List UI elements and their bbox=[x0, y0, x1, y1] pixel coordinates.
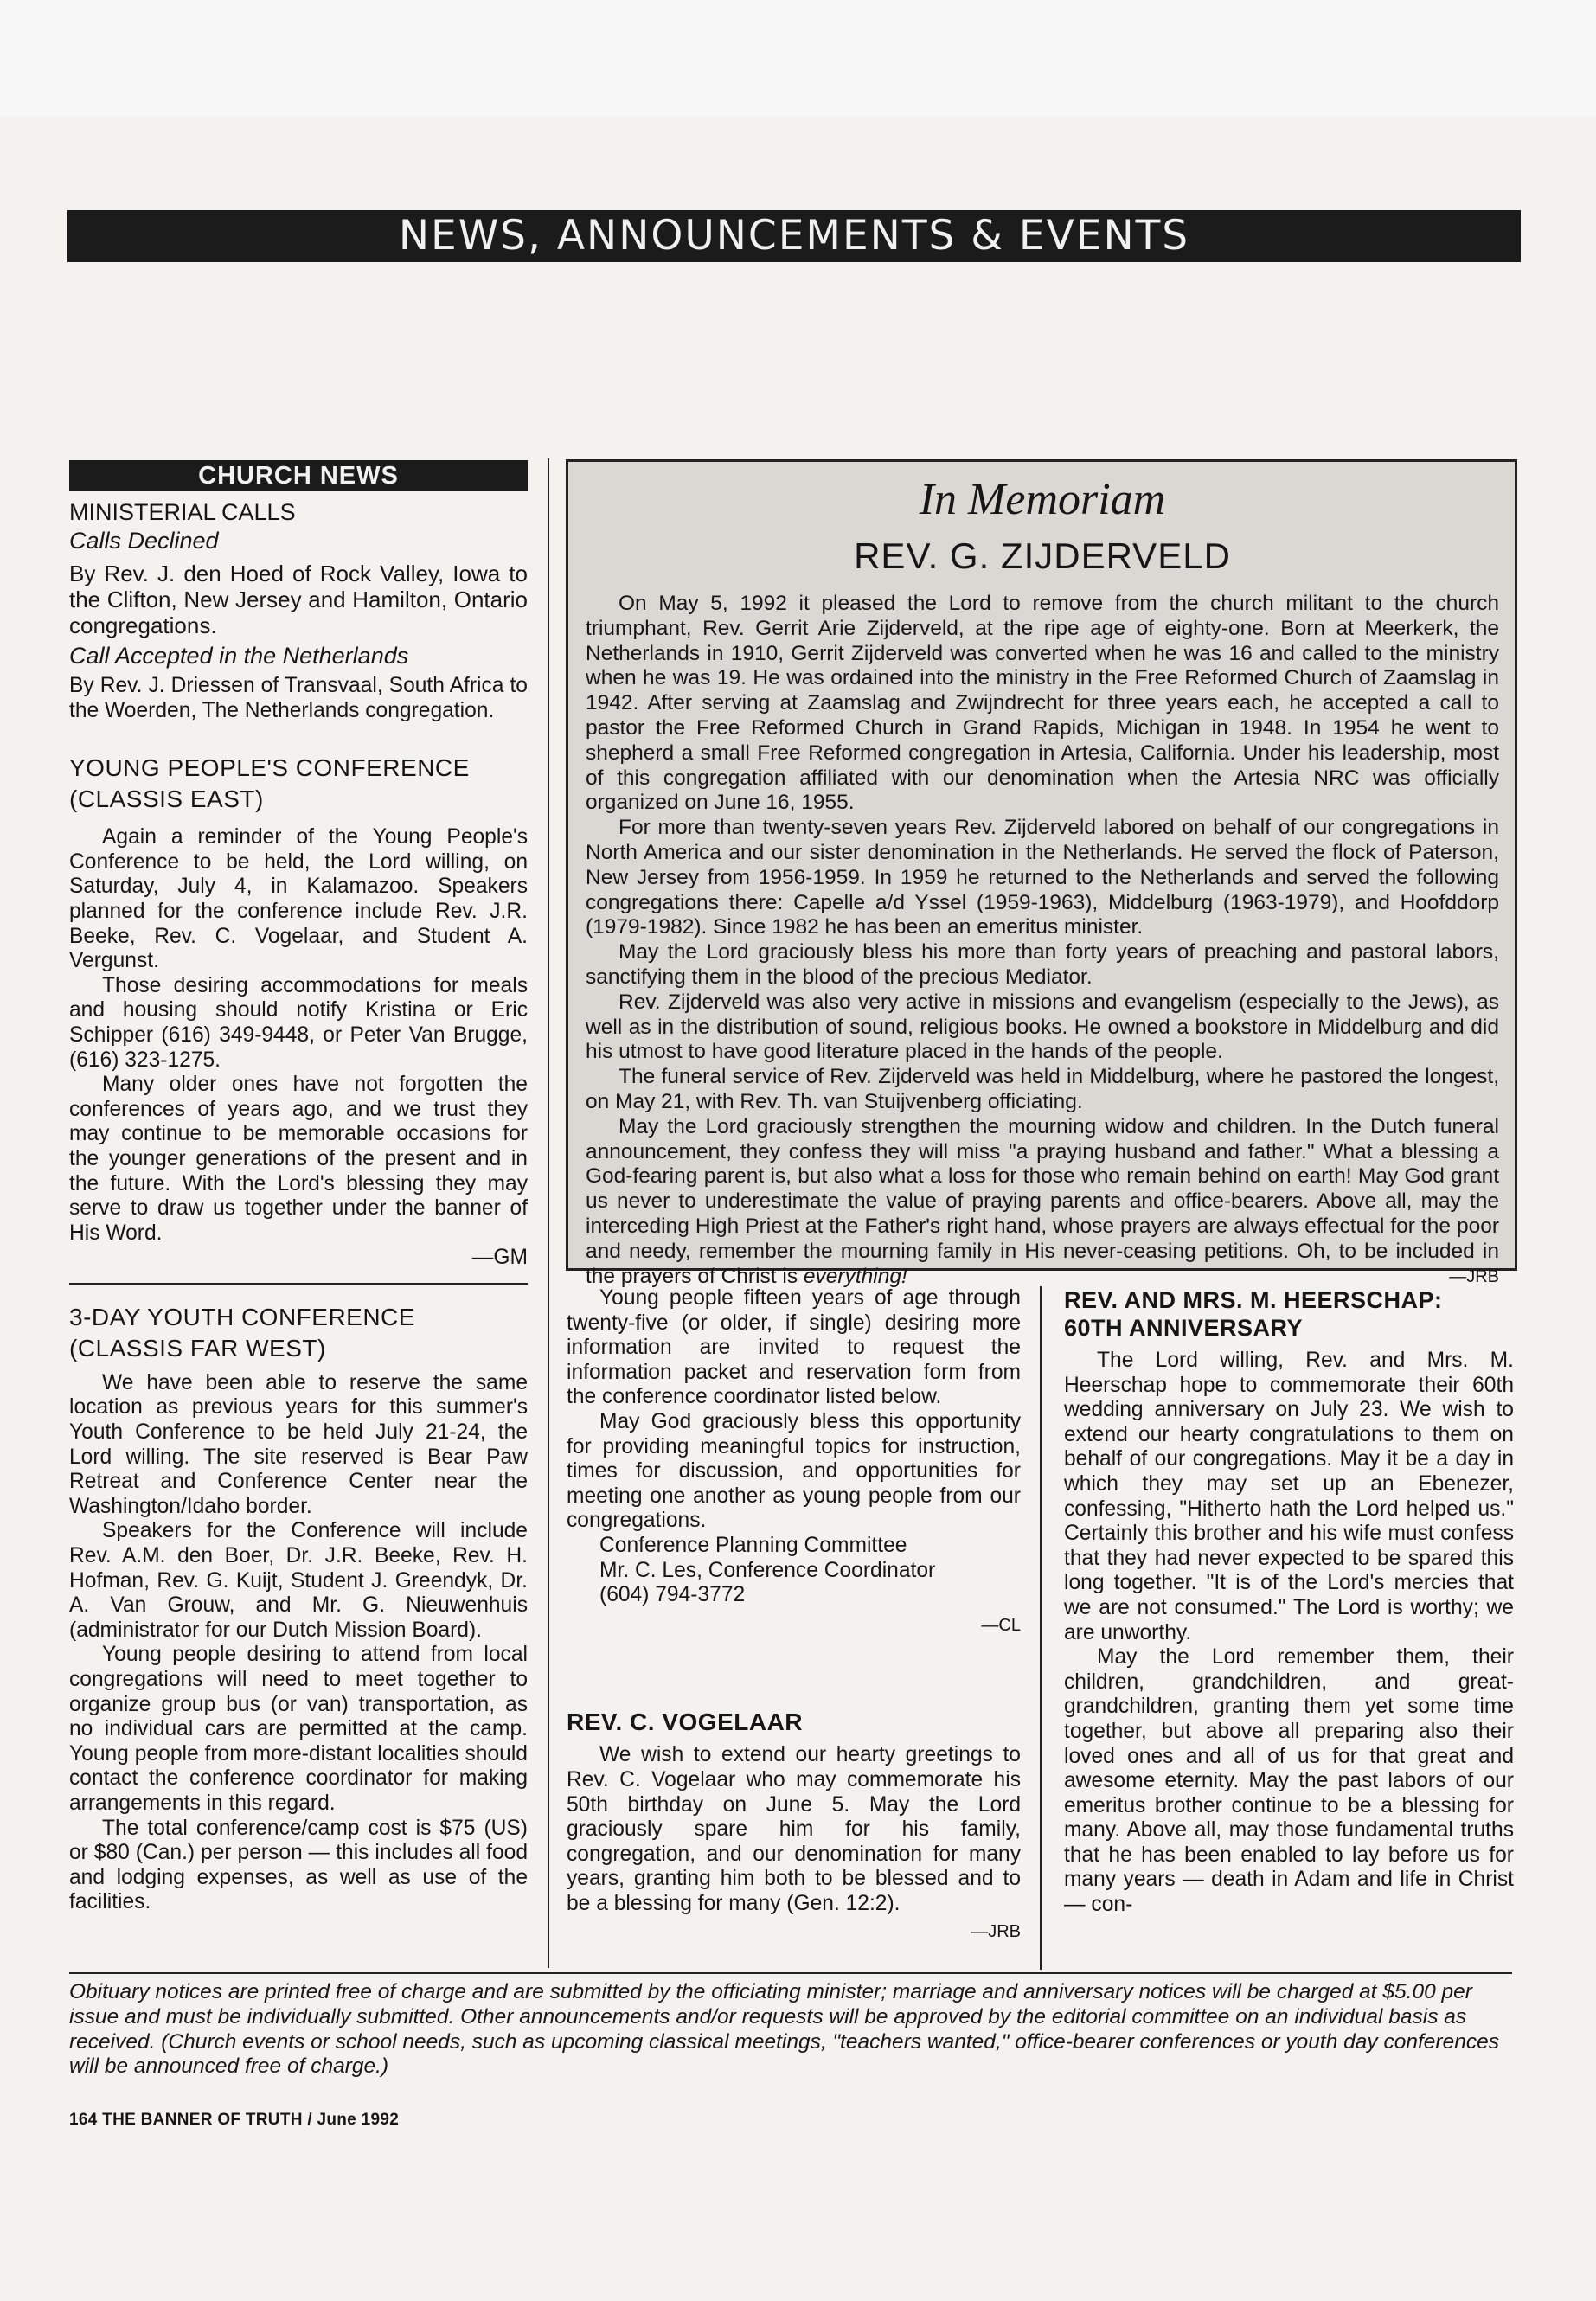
page-folio: 164 THE BANNER OF TRUTH / June 1992 bbox=[69, 2111, 400, 2129]
right-column bbox=[1064, 1286, 1514, 1918]
young-peoples-article bbox=[69, 753, 528, 1271]
calls-declined-heading: Calls Declined bbox=[69, 528, 219, 554]
memoriam-p1: On May 5, 1992 it pleased the Lord to remove from the church militant to the church triumphant, Rev. Gerrit Arie Zijderveld, at the ripe age of eighty-one. Born at Meerkerk, the Netherlands in 1910, Gerrit Zijderveld was converted when he was 16 and called to the ministry when he was 19. He was ordained into the ministry in the Free Reformed Church of Zaamslag in 1942. After serving at Zaamslag and Zwijndrecht for three years each, he accepted a call to pastor the Free Reformed Church in Grand Rapids, Michigan in 1948. In 1954 he went to shepherd a small Free Reformed congregation in Artesia, California. Under his leadership, most of this congregation affiliated with our denomination when the Artesia NRC was officially organized on June 16, 1955. bbox=[586, 592, 1499, 815]
call-accepted-text: By Rev. J. Driessen of Transvaal, South Africa to the Woerden, The Netherlands congregation. bbox=[69, 674, 528, 722]
vogelaar-p1: We wish to extend our hearty greetings to Rev. C. Vogelaar who may commemorate his 50th birthday on June 5. May the Lord graciously spare him for his family, congregation, and our denomination for many years, granting him both to be blessed and to be a blessing for many (Gen. 12:2). bbox=[567, 1743, 1021, 1915]
memoriam-p2: For more than twenty-seven years Rev. Zijderveld labored on behalf of our congregations in North America and our sister denomination in the Netherlands. He served the flock of Paterson, New Jersey from 1956-1959. In 1959 he returned to the Netherlands and served the following congregations there: Capelle a/d Yssel (1959-1963), Middelburg (1963-1979), and Hoofddorp (1979-1982). Since 1982 he has been an emeritus minister. bbox=[586, 816, 1499, 939]
memoriam-title: In Memoriam bbox=[919, 475, 1166, 524]
youth-conference-p1: We have been able to reserve the same location as previous years for this summer's Youth Conference to be held July 21-24, the Lord willing. The site reserved is Bear Paw Retreat and Conference Center near the Washington/Idaho border. bbox=[69, 1370, 528, 1518]
memoriam-p5: The funeral service of Rev. Zijderveld was held in Middelburg, where he pastored the longest, on May 21, with Rev. Th. van Stuijvenberg officiating. bbox=[586, 1065, 1499, 1113]
memoriam-p6-text: May the Lord graciously strengthen the mourning widow and children. In the Dutch funeral announcement, they confess they will miss "a praying husband and father." What a blessing a God-fearing parent is, but also what a loss for those who remain behind on earth! May God grant us never to underestimate the value of praying parents and office-bearers. Above all, may the interceding High Priest at the Father's right hand, whose prayers are always effectual for the poor and needy, remember the mourning family in His never-ceasing petitions. Oh, to be included in the prayers of Christ is bbox=[586, 1114, 1499, 1288]
youth-conference-phone: (604) 794-3772 bbox=[599, 1583, 746, 1607]
memoriam-name: REV. G. ZIJDERVELD bbox=[854, 535, 1231, 576]
section-banner: NEWS, ANNOUNCEMENTS & EVENTS bbox=[67, 210, 1521, 262]
heerschap-p1: The Lord willing, Rev. and Mrs. M. Heerschap hope to commemorate their 60th wedding anniversary on July 23. We wish to extend our hearty congratulations to them on behalf of our congregations. May it be a day in which they may set up an Ebenezer, confessing, "Hitherto hath the Lord helped us." Certainly this brother and his wife must confess that they had never expected to be spared this long together. "It is of the Lord's mercies that we are not consumed." The Lord is worthy; we are unworthy. bbox=[1064, 1349, 1514, 1644]
in-memoriam-box bbox=[566, 459, 1517, 1288]
memoriam-p3: May the Lord graciously bless his more than forty years of preaching and pastoral labors, sanctifying them in the blood of the precious Mediator. bbox=[586, 940, 1499, 989]
memoriam-p4: Rev. Zijderveld was also very active in missions and evangelism (especially to the Jews), as well as in the distribution of sound, religious books. He owned a bookstore in Middelburg and did his utmost to have good literature placed in the hands of the people. bbox=[586, 990, 1499, 1064]
youth-conference-cont-p2: May God graciously bless this opportunity for providing meaningful topics for instruction, times for discussion, and opportunities for meeting one another as young people from our congregations. bbox=[567, 1409, 1021, 1533]
youth-conference-committee: Conference Planning Committee bbox=[599, 1533, 907, 1557]
left-column bbox=[69, 460, 528, 1915]
calls-declined-text: By Rev. J. den Hoed of Rock Valley, Iowa to the Clifton, New Jersey and Hamilton, Ontario congregations. bbox=[69, 561, 528, 638]
middle-column-rule bbox=[1040, 1286, 1042, 1970]
young-peoples-p2: Those desiring accommodations for meals and housing should notify Kristina or Eric Schipper (616) 349-9448, or Peter Van Brugge, (616) 323-1275. bbox=[69, 973, 528, 1072]
ministerial-calls-heading: MINISTERIAL CALLS bbox=[69, 499, 296, 525]
youth-conference-cont-p1: Young people fifteen years of age through twenty-five (or older, if single) desiring more information are invited to request the information packet and reservation form from the conference coordinator listed below. bbox=[567, 1286, 1021, 1409]
memoriam-signature: —JRB bbox=[1449, 1266, 1499, 1286]
left-column-rule bbox=[548, 458, 549, 1968]
footer-note bbox=[69, 1980, 1512, 2080]
young-peoples-title-1: YOUNG PEOPLE'S CONFERENCE bbox=[69, 754, 470, 782]
vogelaar-signature: —JRB bbox=[971, 1922, 1021, 1942]
memoriam-body bbox=[586, 592, 1499, 1289]
vogelaar-title: REV. C. VOGELAAR bbox=[567, 1708, 804, 1736]
youth-conference-article bbox=[69, 1283, 528, 1915]
young-peoples-p1: Again a reminder of the Young People's Conference to be held, the Lord willing, on Saturday, July 4, in Kalamazoo. Speakers planned for the conference include Rev. J.R. Beeke, Rev. C. Vogelaar, and Student A. Vergunst. bbox=[69, 825, 528, 973]
heerschap-title-1: REV. AND MRS. M. HEERSCHAP: bbox=[1064, 1287, 1443, 1313]
young-peoples-signature: —GM bbox=[471, 1246, 528, 1270]
youth-conference-coordinator: Mr. C. Les, Conference Coordinator bbox=[599, 1558, 936, 1582]
page-top-margin bbox=[0, 0, 1596, 117]
vogelaar-article bbox=[567, 1707, 1021, 1945]
youth-conference-p3: Young people desiring to attend from local congregations will need to meet together to organize group bus (or van) transportation, as no individual cars are permitted at the camp. Young people from more-distant localities should contact the conference coordinator for making arrangements in this regard. bbox=[69, 1643, 528, 1815]
youth-conference-title-2: (CLASSIS FAR WEST) bbox=[69, 1334, 326, 1362]
footer-note-text: Obituary notices are printed free of charge and are submitted by the officiating minister; marriage and anniversary notices will be charged at $5.00 per issue and must be individually submitted. Other announcements and/or requests will be approved by the editorial committee on an individual basis as received. (Church events or school needs, such as upcoming classical meetings, "teachers wanted," office-bearer conferences or youth day conferences will be announced free of charge.) bbox=[69, 1980, 1499, 2079]
youth-conference-signature: —CL bbox=[981, 1615, 1021, 1635]
young-peoples-title-2: (CLASSIS EAST) bbox=[69, 785, 264, 813]
youth-conference-p4: The total conference/camp cost is $75 (US) or $80 (Can.) per person — this includes all food and lodging expenses, as well as use of the facilities. bbox=[69, 1816, 528, 1914]
church-news-header: CHURCH NEWS bbox=[69, 460, 528, 491]
middle-column bbox=[567, 1286, 1021, 1945]
youth-conference-title-1: 3-DAY YOUTH CONFERENCE bbox=[69, 1303, 415, 1330]
heerschap-p2: May the Lord remember them, their children, grandchildren, and great-grandchildren, granting them yet some time together, but above all preparing also their loved ones and all of us for that great and awesome eternity. May the past labors of our emeritus brother continue to be a blessing for many. Above all, may those fundamental truths that he has been enabled to lay before us for many years — death in Adam and life in Christ — con- bbox=[1064, 1645, 1514, 1917]
young-peoples-p3: Many older ones have not forgotten the conferences of years ago, and we trust they may continue to be memorable occasions for the younger generations of the present and in the future. With the Lord's blessing they may serve to draw us together under the banner of His Word. bbox=[69, 1073, 528, 1245]
youth-conference-p2: Speakers for the Conference will include Rev. A.M. den Boer, Dr. J.R. Beeke, Rev. H. Hofman, Rev. G. Kuijt, Student J. Greendyk, Dr. A. Van Grouw, and Mr. G. Nieuwenhuis (administrator for our Dutch Mission Board). bbox=[69, 1519, 528, 1642]
memoriam-p6 bbox=[586, 1115, 1499, 1290]
memoriam-p6-emphasis: everything! bbox=[803, 1264, 907, 1288]
call-accepted-heading: Call Accepted in the Netherlands bbox=[69, 643, 409, 669]
footer-rule bbox=[69, 1972, 1512, 1974]
heerschap-title-2: 60TH ANNIVERSARY bbox=[1064, 1315, 1304, 1341]
